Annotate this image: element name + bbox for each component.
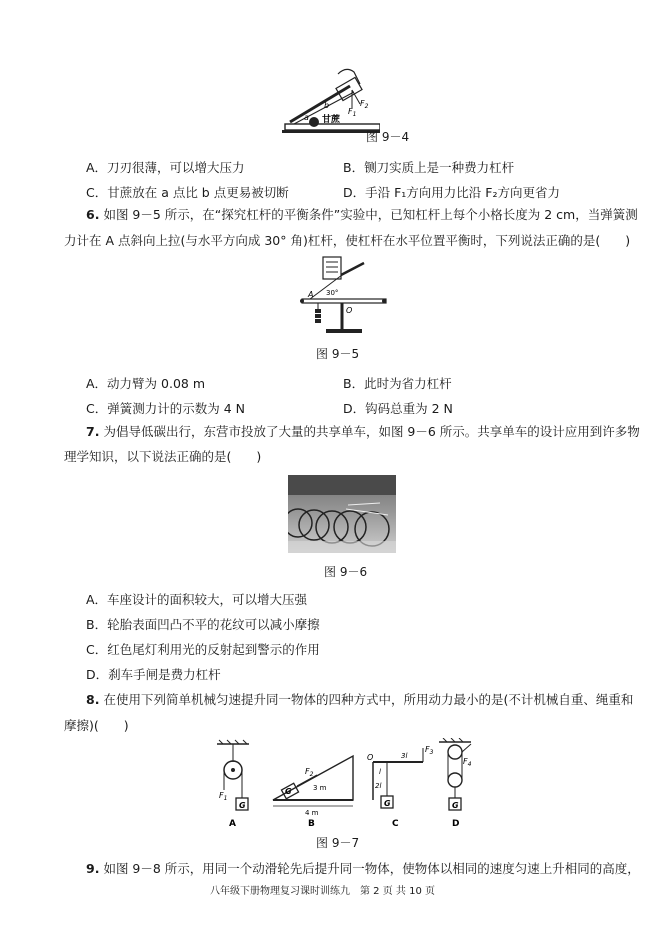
fig97-c-f3-sub: 3 [429, 749, 434, 756]
fig97-d-g: G [452, 801, 459, 810]
svg-text:F2 [360, 99, 369, 110]
fig97-c-lever [367, 745, 434, 829]
q6-option-b: B．此时为省力杠杆 [343, 376, 452, 391]
fig97-b-4m: 4 m [305, 809, 319, 817]
q8-stem-line2: 摩擦)( ) [64, 718, 129, 733]
figure-9-4 [280, 64, 380, 144]
svg-text:F4 [463, 757, 472, 768]
fig97-c-f3: F [425, 745, 430, 754]
q7-stem-line2: 理学知识，以下说法正确的是( ) [64, 449, 262, 464]
fig94-label-a: a [304, 113, 309, 122]
q6-stem-line1 [86, 207, 638, 223]
q9-stem-line1 [86, 861, 640, 877]
figure-9-5 [296, 255, 391, 335]
svg-text:F3 [425, 745, 434, 756]
q6-option-c: C．弹簧测力计的示数为 4 N [86, 401, 245, 416]
q8-text-1: 在使用下列简单机械匀速提升同一物体的四种方式中，所用动力最小的是(不计机械自重、绳重和 [103, 692, 634, 707]
fig94-label-f1: F [348, 107, 353, 116]
q5-option-a: A．刀刃很薄，可以增大压力 [86, 160, 245, 175]
figure-9-7 [205, 738, 477, 830]
q7-option-b: B．轮胎表面凹凸不平的花纹可以减小摩擦 [86, 617, 320, 632]
q8-stem-line1 [86, 692, 633, 708]
q7-option-d: D．刹车手闸是费力杠杆 [86, 667, 221, 682]
fig97-d-f4: F [463, 757, 468, 766]
q7-stem-line1 [86, 424, 640, 440]
fig97-c-o: O [367, 753, 374, 762]
fig97-b-g: G [285, 787, 292, 796]
fig94-label-b: b [324, 101, 330, 110]
fig97-d-f4-sub: 4 [467, 761, 472, 768]
fig94-label-f2-sub: 2 [364, 103, 369, 110]
fig97-b-3m: 3 m [313, 784, 327, 792]
figure-9-5-caption: 图 9－5 [316, 347, 360, 361]
fig97-a-g: G [239, 801, 246, 810]
fig95-label-o: O [346, 306, 353, 315]
q6-stem-line2: 力计在 A 点斜向上拉(与水平方向成 30° 角)杠杆，使杠杆在水平位置平衡时，下列说法正确的是( ) [64, 233, 631, 248]
q9-number: 9. [86, 861, 100, 876]
q9-text-1: 如图 9－8 所示，用同一个动滑轮先后提升同一物体，使物体以相同的速度匀速上升相同的高度， [103, 861, 640, 876]
fig97-d-pulley [439, 738, 472, 829]
fig97-b-incline [273, 756, 353, 829]
fig97-b-f2-sub: 2 [309, 771, 314, 778]
q7-text-1: 为倡导低碳出行，东营市投放了大量的共享单车，如图 9－6 所示。共享单车的设计应用到许多物 [103, 424, 640, 439]
figure-9-4-caption: 图 9－4 [366, 130, 410, 144]
fig94-label-f1-sub: 1 [352, 111, 357, 118]
figure-9-6-caption: 图 9－6 [324, 565, 368, 579]
fig97-c-2l: 2l [375, 782, 382, 790]
fig94-label-f2: F [360, 99, 365, 108]
svg-text:F2 [305, 767, 314, 778]
fig97-label-c: C [392, 819, 399, 829]
figure-9-7-caption: 图 9－7 [316, 836, 360, 850]
fig97-label-b: B [308, 819, 315, 829]
fig94-label-sugarcane: 甘蔗 [322, 115, 341, 125]
fig97-label-a: A [229, 819, 236, 829]
q5-option-c: C．甘蔗放在 a 点比 b 点更易被切断 [86, 185, 289, 200]
fig95-label-a: A [308, 290, 314, 299]
fig97-c-g: G [384, 799, 391, 808]
svg-text:F1 [219, 791, 227, 802]
fig97-a-f1: F [219, 791, 224, 800]
figure-9-6-photo [288, 475, 396, 553]
q7-option-a: A．车座设计的面积较大，可以增大压强 [86, 592, 308, 607]
fig97-label-d: D [452, 819, 460, 829]
q7-number: 7. [86, 424, 100, 439]
q5-option-d: D．手沿 F₁方向用力比沿 F₂方向更省力 [343, 185, 560, 200]
q6-option-d: D．钩码总重为 2 N [343, 401, 453, 416]
q7-option-c: C．红色尾灯利用光的反射起到警示的作用 [86, 642, 320, 657]
q5-option-b: B．铡刀实质上是一种费力杠杆 [343, 160, 515, 175]
svg-text:F1 [348, 107, 356, 118]
q6-text-1: 如图 9－5 所示，在“探究杠杆的平衡条件”实验中，已知杠杆上每个小格长度为 2 cm，当弹簧测 [103, 207, 638, 222]
page-footer: 八年级下册物理复习课时训练九 第 2 页 共 10 页 [210, 886, 435, 897]
q6-option-a: A．动力臂为 0.08 m [86, 376, 206, 391]
fig95-label-angle: 30° [326, 289, 339, 297]
q6-number: 6. [86, 207, 100, 222]
fig97-c-3l: 3l [401, 752, 408, 760]
fig97-a-fixed-pulley [217, 740, 249, 829]
fig97-b-f2: F [305, 767, 310, 776]
fig97-c-l: l [379, 768, 381, 776]
fig97-a-f1-sub: 1 [223, 795, 228, 802]
q8-number: 8. [86, 692, 100, 707]
